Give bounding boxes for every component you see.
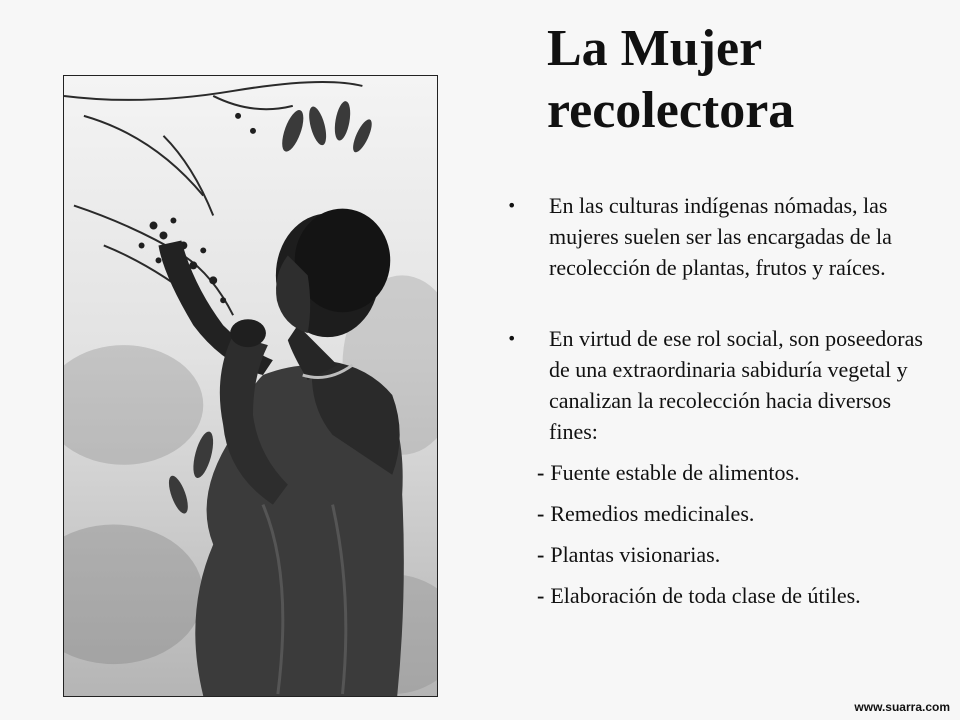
- subitem-text: Fuente estable de alimentos.: [550, 460, 800, 485]
- bullet-text: En virtud de ese rol social, son poseedoras de una extraordinaria sabiduría vegetal y canalizan la recolección hacia diversos fines:: [549, 326, 923, 444]
- woman-gathering-photo: [63, 75, 438, 697]
- footer-url: www.suarra.com: [854, 700, 950, 714]
- photo-illustration: [64, 76, 437, 696]
- dash-marker: -: [537, 583, 545, 608]
- slide-title: [547, 18, 947, 142]
- bullet-dot-icon: •: [507, 329, 517, 348]
- subitem: [537, 457, 945, 488]
- bullet-dot-icon: •: [507, 196, 517, 215]
- subitem-list: [537, 457, 945, 611]
- dash-marker: -: [537, 542, 545, 567]
- dash-marker: -: [537, 460, 545, 485]
- subitem-text: Elaboración de toda clase de útiles.: [550, 583, 861, 608]
- bullet-item: [505, 190, 945, 283]
- dash-marker: -: [537, 501, 545, 526]
- subitem-text: Remedios medicinales.: [550, 501, 755, 526]
- title-line-2: recolectora: [547, 82, 795, 139]
- subitem: [537, 539, 945, 570]
- bullet-item: [505, 323, 945, 611]
- subitem: [537, 580, 945, 611]
- bullet-text: En las culturas indígenas nómadas, las mujeres suelen ser las encargadas de la recolección de plantas, frutos y raíces.: [549, 193, 892, 280]
- subitem-text: Plantas visionarias.: [550, 542, 721, 567]
- bullet-list: [505, 190, 945, 611]
- title-line-1: La Mujer: [547, 20, 763, 77]
- subitem: [537, 498, 945, 529]
